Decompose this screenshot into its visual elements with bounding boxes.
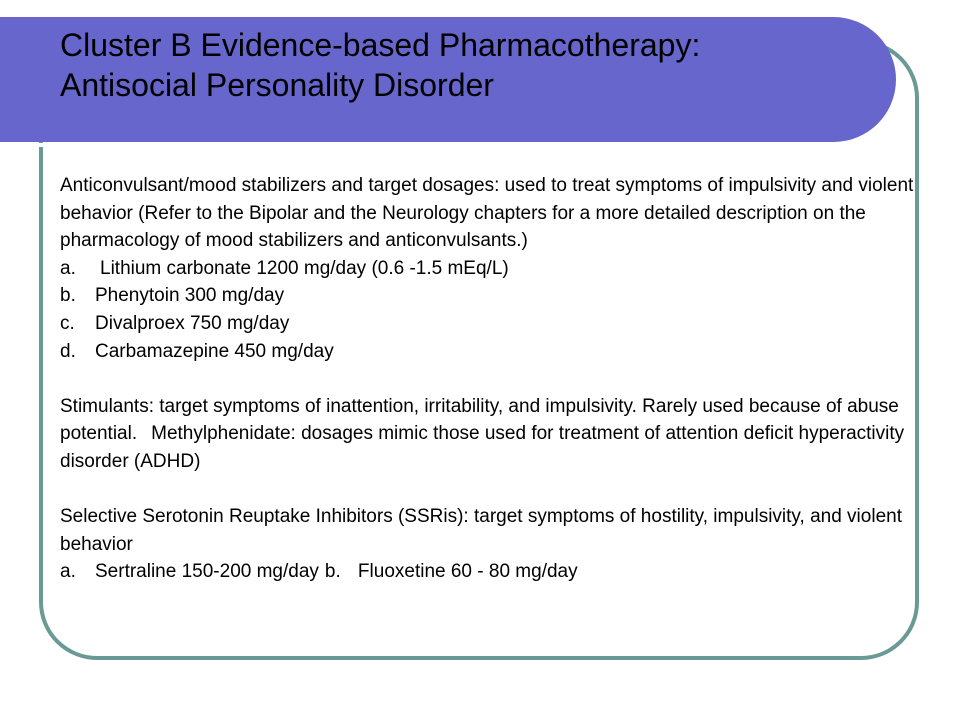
anticonvulsant-item-a (60, 255, 920, 283)
list-marker: d. (60, 340, 76, 362)
stimulants-text: Stimulants: target symptoms of inattention, irritability, and impulsivity. Rarely used because of abuse potential. (60, 395, 899, 445)
list-item-text: Carbamazepine 450 mg/day (95, 340, 334, 362)
methylphenidate-text: Methylphenidate: dosages mimic those used for treatment of attention deficit hyperactivity disorder (ADHD) (60, 423, 905, 472)
ssris-intro: Selective Serotonin Reuptake Inhibitors (SSRis): target symptoms of hostility, impulsivity, and violent behavior (60, 506, 902, 555)
spacer (60, 476, 920, 504)
list-marker: c. (60, 312, 75, 334)
spacer (60, 365, 920, 393)
anticonvulsant-item-c (60, 310, 920, 338)
ssri-items (60, 558, 920, 586)
stimulants-paragraph (60, 393, 920, 476)
inline-gap (350, 558, 358, 586)
anticonvulsants-intro: Anticonvulsant/mood stabilizers and target dosages: used to treat symptoms of impulsivity and violent behavior (Refer to the Bipolar and the Neurology chapters for a more detailed description on the pharmacology of mood stabilizers and anticonvulsants.) (60, 175, 914, 252)
slide-title (60, 25, 860, 105)
title-line-2: Antisocial Personality Disorder (60, 67, 494, 103)
ssri-item-a: Sertraline 150-200 mg/day (95, 561, 319, 583)
slide-body (60, 172, 920, 586)
anticonvulsant-item-b (60, 282, 920, 310)
title-line-1: Cluster B Evidence-based Pharmacotherapy: (60, 27, 701, 63)
title-underline (0, 143, 848, 147)
list-marker: a. (60, 561, 76, 583)
anticonvulsant-item-d (60, 338, 920, 366)
list-marker: b. (60, 285, 76, 307)
list-item-text: Phenytoin 300 mg/day (95, 285, 285, 307)
list-item-text: Lithium carbonate 1200 mg/day (0.6 -1.5 mEq/L) (100, 257, 509, 279)
list-item-text: Divalproex 750 mg/day (95, 312, 290, 334)
ssri-item-b: Fluoxetine 60 - 80 mg/day (357, 561, 578, 583)
list-marker: a. (60, 257, 76, 279)
list-marker: b. (324, 561, 341, 583)
